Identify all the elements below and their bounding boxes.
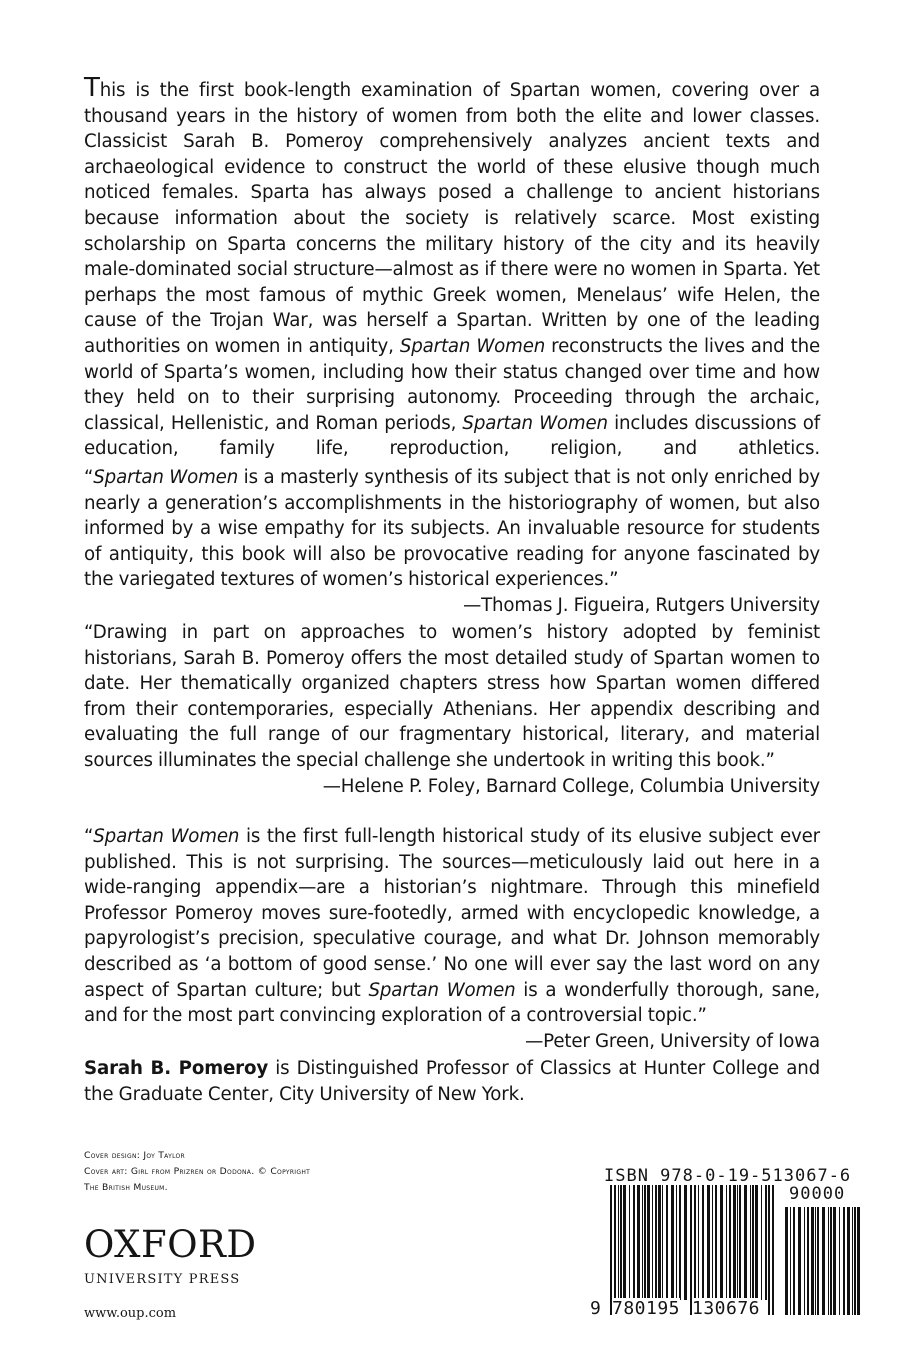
cover-design-credit: Cover design: Joy Taylor [84, 1150, 185, 1161]
quote-text: is the first full-length historical study of its elusive subject ever published. This is not surprising. The sources—meticulously laid out here in a wide-ranging appendix—are a historian’s nightmare. Through this minefield Professor Pomeroy moves sure-footedly, armed with encyclopedic knowledge, a papyrologist’s precision, speculative courage, and what Dr. Johnson memorably described as ‘a bottom of good sense.’ No one will ever say the last word on any aspect of Spartan culture; but [84, 826, 820, 1001]
description-text-part-3: includes discussions of education, family life, reproduction, religion, and athletics. [84, 412, 820, 460]
quote-attribution: —Helene P. Foley, Barnard College, Columbia University [322, 775, 820, 797]
book-title-reference: Spartan Women [93, 826, 240, 847]
quote-open-mark: “ [84, 826, 94, 847]
addon-code: 90000 [789, 1184, 846, 1204]
review-quote-figueira [84, 465, 820, 619]
barcode-digit-group-1: 780195 [612, 1298, 681, 1319]
book-title-reference: Spartan Women [399, 335, 546, 357]
author-bio-text: is Distinguished Professor of Classics at Hunter College and the Graduate Center, City University of New York. [84, 1058, 820, 1105]
barcode-lead-digit: 9 [590, 1298, 602, 1319]
drop-cap: T [84, 73, 100, 103]
description-text-part-1: his is the first book-length examination of Spartan women, covering over a thousand years in the history of women from both the elite and lower classes. Classicist Sarah B. Pomeroy comprehensively analyzes ancient texts and archaeological evidence to construct the world of these elusive though much noticed females. Sparta has always posed a challenge to ancient historians because information about the society is relatively scarce. Most existing scholarship on Sparta concerns the military history of the city and its heavily male-dominated social structure—almost as if there were no women in Sparta. Yet perhaps the most famous of mythic Greek women, Menelaus’ wife Helen, the cause of the Trojan War, was herself a Spartan. Written by one of the leading authorities on women in antiquity, [84, 80, 820, 357]
quote-attribution: —Peter Green, University of Iowa [525, 1030, 820, 1052]
quote-open-mark: “ [84, 467, 94, 488]
quote-text: “Drawing in part on approaches to women’s history adopted by feminist historians, Sarah B. Pomeroy offers the most detailed study of Spartan women to date. Her thematically organized chapters stress how Spartan women differed from their contemporaries, especially Athenians. Her appendix describing and evaluating the full range of our fragmentary historical, literary, and material sources illuminates the special challenge she undertook in writing this book.” [84, 622, 820, 771]
author-bio [84, 1056, 820, 1107]
book-title-reference: Spartan Women [368, 979, 516, 1001]
author-name: Sarah B. Pomeroy [84, 1058, 269, 1079]
publisher-press: UNIVERSITY PRESS [84, 1272, 241, 1287]
book-title-reference: Spartan Women [93, 467, 239, 488]
description-paragraph [84, 73, 820, 488]
cover-art-credit-cont: The British Museum. [84, 1182, 168, 1193]
publisher-logo [84, 1224, 264, 1324]
book-title-reference: Spartan Women [462, 412, 608, 434]
isbn-label: ISBN 978-0-19-513067-6 [604, 1166, 852, 1186]
description-text-part-2: reconstructs the lives and the world of Sparta’s women, including how their status changed over time and how they held on to their surprising autonomy. Proceeding through the archaic, classical, Hellenistic, and Roman periods, [84, 335, 820, 434]
quote-text: is a masterly synthesis of its subject that is not only enriched by nearly a generation’s accomplishments in the historiography of women, but also informed by a wise empathy for its subjects. An invaluable resource for students of antiquity, this book will also be provocative reading for anyone fascinated by the variegated textures of women’s historical experiences.” [84, 467, 820, 591]
cover-credits [84, 1148, 310, 1196]
barcode-digit-group-2: 130676 [692, 1298, 761, 1319]
publisher-url[interactable]: www.oup.com [84, 1306, 177, 1321]
review-quote-green [84, 824, 820, 1054]
quote-text: is a wonderfully thorough, sane, and for the most part convincing exploration of a controversial topic.” [84, 979, 820, 1027]
publisher-name: OXFORD [84, 1223, 257, 1266]
cover-art-credit: Cover art: Girl from Prizren or Dodona. © Copyright [84, 1166, 311, 1177]
quote-attribution: —Thomas J. Figueira, Rutgers University [463, 594, 820, 616]
review-quote-foley [84, 620, 820, 799]
